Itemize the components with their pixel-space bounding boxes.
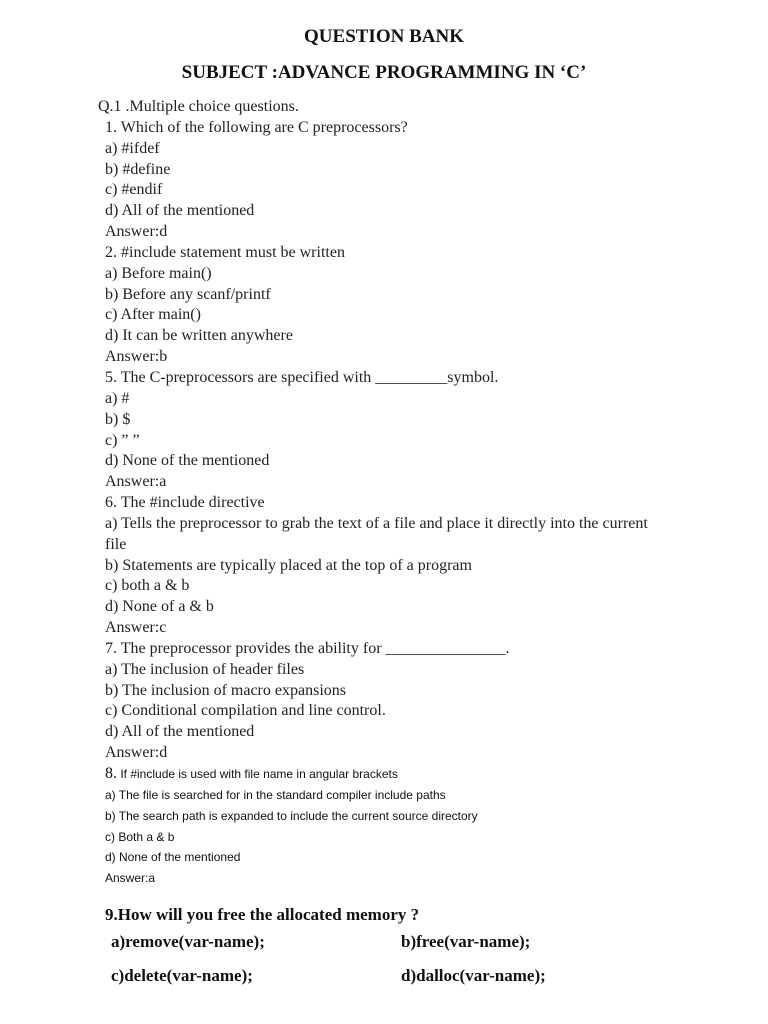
question-5-option-c: c) ” ” [105,431,140,449]
question-6-option-c: c) both a & b [105,577,190,595]
question-1-option-d: d) All of the mentioned [105,202,255,220]
question-2-option-d: d) It can be written anywhere [105,327,293,345]
question-2-text: 2. #include statement must be written [105,243,345,261]
question-5-option-a: a) # [105,389,130,407]
question-9-option-a: a)remove(var-name); [111,932,265,951]
question-7-option-d: d) All of the mentioned [105,723,255,741]
question-8-text [98,764,738,785]
question-8-option-c: c) Both a & b [105,829,175,844]
question-9-option-b: b)free(var-name); [401,932,531,951]
question-7-text: 7. The preprocessor provides the ability for _______________. [105,639,510,657]
question-8-option-b: b) The search path is expanded to include the current source directory [105,808,478,823]
question-list [98,97,738,889]
question-6-option-a: a) Tells the preprocessor to grab the text of a file and place it directly into the current file [105,514,648,553]
question-5-option-d: d) None of the mentioned [105,452,270,470]
question-2-answer: Answer:b [105,348,168,366]
question-1-option-a: a) #ifdef [105,139,160,157]
question-7-option-b: b) The inclusion of macro expansions [105,681,346,699]
question-5-answer: Answer:a [105,473,167,491]
question-7-option-a: a) The inclusion of header files [105,660,305,678]
document-title: QUESTION BANK [304,26,464,47]
question-9-text: 9.How will you free the allocated memory ? [105,905,420,924]
question-6-answer: Answer:c [105,619,167,637]
question-7-answer: Answer:d [105,744,168,762]
question-6-text: 6. The #include directive [105,494,265,512]
question-8-label: If #include is used with file name in angular brackets [120,767,398,781]
question-1-answer: Answer:d [105,223,168,241]
question-9-option-c: c)delete(var-name); [111,966,253,985]
question-2-option-b: b) Before any scanf/printf [105,285,271,303]
subject-heading: SUBJECT :ADVANCE PROGRAMMING IN ‘C’ [181,62,587,83]
question-1-option-c: c) #endif [105,181,163,199]
question-6-option-b: b) Statements are typically placed at the top of a program [105,556,472,574]
question-2-option-a: a) Before main() [105,264,212,282]
question-5-option-b: b) $ [105,410,131,428]
question-8-option-d: d) None of the mentioned [105,850,241,865]
question-5-text: 5. The C-preprocessors are specified with _________symbol. [105,368,499,386]
question-7-option-c: c) Conditional compilation and line control. [105,702,386,720]
question-1-text: 1. Which of the following are C preprocessors? [105,118,408,136]
question-9-option-d: d)dalloc(var-name); [401,966,546,985]
section-heading: Q.1 .Multiple choice questions. [98,98,299,115]
question-8-answer: Answer:a [105,871,156,886]
question-8-number: 8. [105,765,117,782]
question-8-option-a: a) The file is searched for in the standard compiler include paths [105,787,446,802]
question-2-option-c: c) After main() [105,306,201,324]
question-6-option-d: d) None of a & b [105,598,214,616]
question-1-option-b: b) #define [105,160,171,178]
